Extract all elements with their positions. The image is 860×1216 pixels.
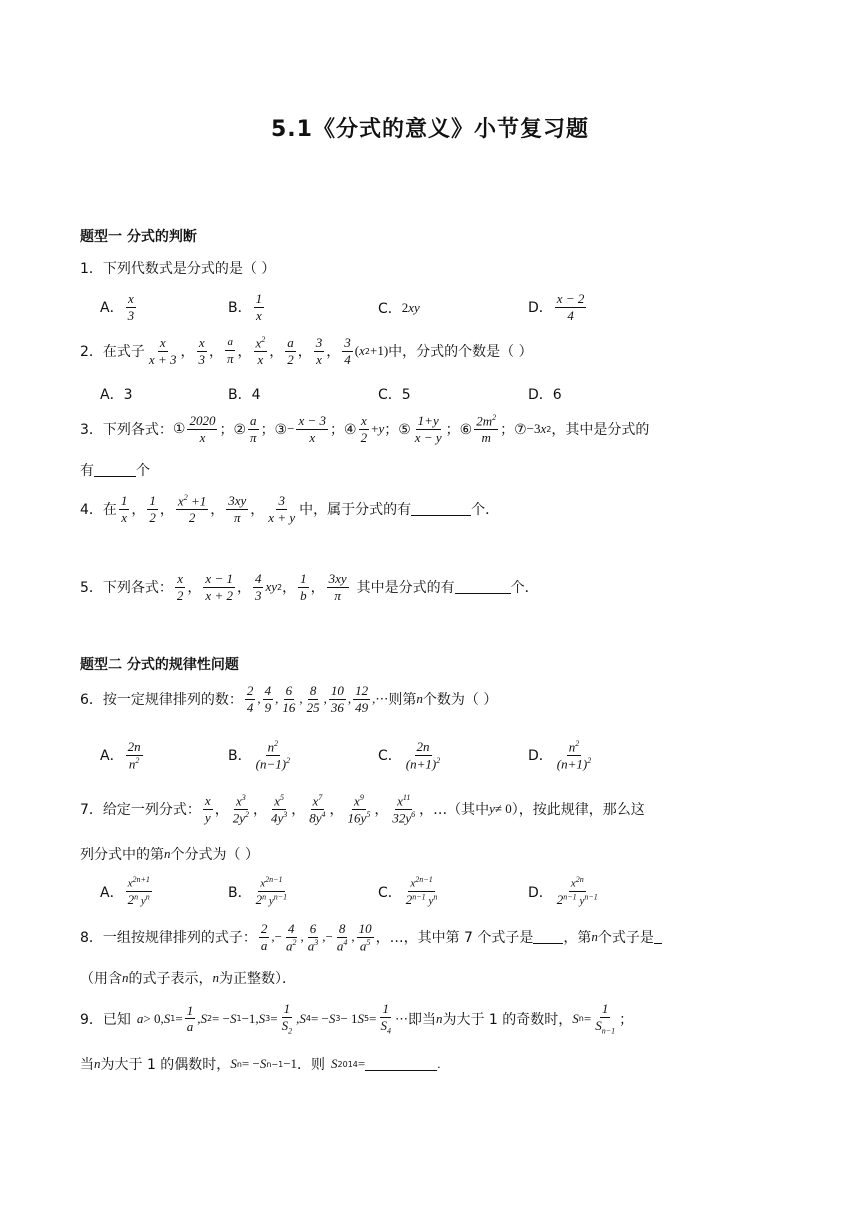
question-8-stem: 8．一组按规律排列的式子： $\frac{2}{a}$ ,− $\frac{4}{a^2}$ , $\frac{6}{a^3}$ ,− $\frac{8}{a^4}$ , $\frac{10}{a^5}$ ，… ，其中第 7 个式子是 ，第 n 个式子是 (80, 922, 662, 953)
q2-option-d: D．6 (528, 387, 562, 403)
question-7-line2: 列分式中的第 n 个分式为（ ） (80, 846, 259, 863)
q2-option-c: C．5 (378, 387, 411, 403)
q1-option-b: B． $\frac{1}{x}$ (228, 291, 263, 323)
section-heading-1: 题型一 分式的判断 (80, 229, 197, 245)
page-title: 5.1《分式的意义》小节复习题 (271, 117, 589, 142)
answer-blank[interactable] (94, 464, 136, 477)
answer-blank[interactable] (455, 581, 511, 594)
q2-option-a: A．3 (100, 387, 133, 403)
question-3-stem: 3．下列各式： ① $\frac{2020}{x}$ ；② $\frac{a}{\pi}$ ；③ − $\frac{x - 3}{x}$ ；④ $\frac{x}{2}$ + y ；⑤ $\frac{1+y}{x - y}$ ；⑥ $\frac{2m^2}{m}$ ；⑦ −3 x 2 ，其中是分式的 (80, 413, 650, 445)
question-7-stem: 7．给定一列分式： $\frac{x}{y}$ ， $\frac{x^3}{2y^2}$ ， $\frac{x^5}{4y^3}$ ， $\frac{x^7}{8y^4}$ ， $\frac{x^9}{16y^5}$ ， $\frac{x^{11}}{32y^6}$ ，…（其中 y ≠ 0 ），按此规律，那么这 (80, 793, 645, 826)
q7-option-c: C． $\frac{x^{2n-1}}{2^{n-1} y^n}$ (378, 875, 438, 908)
question-8-line2: （用含 n 的式子表示， n 为正整数）． (80, 970, 296, 987)
answer-blank[interactable] (411, 503, 471, 516)
question-2-stem: 2．在式子 $\frac{x}{x + 3}$ ， $\frac{x}{3}$ ， $\frac{a}{\pi}$ ， $\frac{x^2}{x}$ ， $\frac{a}{2}$ ， $\frac{3}{x}$ ， $\frac{3}{4}$ ( x 2 +1) 中，分式的个数是（ ） (80, 335, 533, 367)
q7-option-a: A． $\frac{x^{2n+1}}{2^n y^n}$ (100, 875, 150, 908)
question-4-stem: 4．在 $\frac{1}{x}$ ， $\frac{1}{2}$ ， $\frac{x^2 +1}{2}$ ， $\frac{3xy}{\pi}$ ， $\frac{3}{x + y}$ 中，属于分式的有 个． (80, 493, 500, 525)
question-6-stem: 6．按一定规律排列的数： $\frac{2}{4}$ , $\frac{4}{9}$ , $\frac{6}{16}$ , $\frac{8}{25}$ , $\frac{10}{36}$ , $\frac{12}{49}$ ,⋯ 则第 n 个数为（ ） (80, 683, 498, 715)
q6-option-b: B． $\frac{n^2}{(n-1)^2}$ (228, 739, 291, 772)
question-9-stem: 9．已知 a > 0, S 1 = $\frac{1}{a}$ , S 2 = − S 1 −1, S 3 = $\frac{1}{S_2}$ , S 4 = − S 3 − 1 S 5 = $\frac{1}{S_4}$ ⋯ 即当 n 为大于 1 的奇数时， S n = $\frac{1}{S_{n-1}}$ ； (80, 1001, 634, 1036)
q6-option-d: D． $\frac{n^2}{(n+1)^2}$ (528, 739, 592, 772)
q7-option-b: B． $\frac{x^{2n-1}}{2^n y^{n-1}}$ (228, 875, 288, 908)
question-9-line2: 当 n 为大于 1 的偶数时， S n = − S n−1 −1 ．则 S 2014 = . (80, 1056, 441, 1073)
question-3-line2: 有 个 (80, 463, 150, 479)
question-1-stem: 1．下列代数式是分式的是（ ） (80, 261, 276, 277)
answer-blank[interactable] (654, 931, 662, 944)
q6-option-a: A． $\frac{2n}{n^2}$ (100, 739, 141, 771)
q1-option-a: A． $\frac{x}{3}$ (100, 291, 135, 323)
q7-option-d: D． $\frac{x^{2n}}{2^{n-1} y^{n-1}}$ (528, 875, 598, 908)
question-5-stem: 5．下列各式： $\frac{x}{2}$ ， $\frac{x - 1}{x + 2}$ ， $\frac{4}{3}$ xy 2 ， $\frac{1}{b}$ ， $\frac{3xy}{\pi}$ 其中是分式的有 个． (80, 571, 539, 603)
q2-option-b: B．4 (228, 387, 261, 403)
answer-blank[interactable] (533, 931, 563, 944)
q1-option-d: D． $\frac{x - 2}{4}$ (528, 291, 585, 323)
q1-option-c: C． 2 xy (378, 300, 420, 317)
section-heading-2: 题型二 分式的规律性问题 (80, 657, 239, 673)
q6-option-c: C． $\frac{2n}{(n+1)^2}$ (378, 739, 441, 771)
answer-blank[interactable] (365, 1058, 437, 1071)
